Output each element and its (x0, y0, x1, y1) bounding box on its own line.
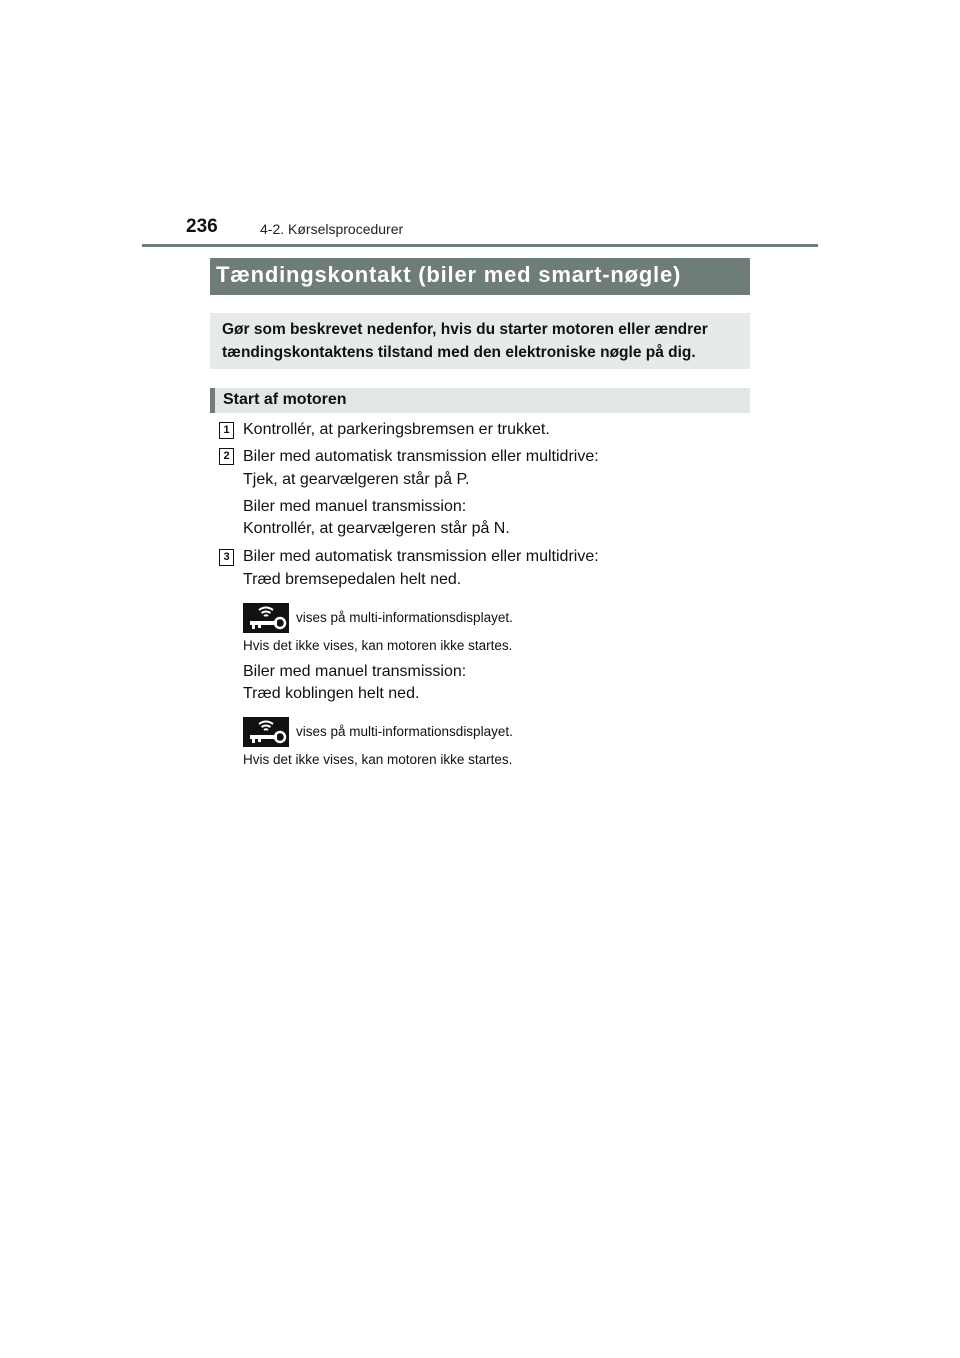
step-number-2: 2 (219, 448, 234, 465)
subsection-accent (210, 388, 215, 413)
step-number-1: 1 (219, 422, 234, 439)
step-3-manual-line-2: Træd koblingen helt ned. (243, 685, 420, 702)
step-2-line-4: Kontrollér, at gearvælgeren står på N. (243, 520, 510, 537)
indicator-1-text: vises på multi-informationsdisplayet. (296, 610, 513, 625)
page-number: 236 (186, 216, 218, 237)
title-bar (210, 258, 750, 295)
subsection-title: Start af motoren (223, 391, 347, 408)
step-3-manual-line-1: Biler med manuel transmission: (243, 663, 467, 680)
key-system-indicator-icon (243, 603, 289, 633)
step-2-line-1: Biler med automatisk transmission eller multidrive: (243, 448, 599, 465)
subsection-header (210, 388, 750, 413)
indicator-2-note: Hvis det ikke vises, kan motoren ikke startes. (243, 752, 513, 767)
intro-box (210, 313, 750, 369)
step-1-line-1: Kontrollér, at parkeringsbremsen er trukket. (243, 421, 550, 438)
intro-text: Gør som beskrevet nedenfor, hvis du starter motoren eller ændrer tændingskontaktens tilstand med den elektroniske nøgle på dig. (222, 321, 708, 361)
step-3-line-2: Træd bremsepedalen helt ned. (243, 571, 462, 588)
step-3-line-1: Biler med automatisk transmission eller multidrive: (243, 548, 599, 565)
step-2-line-2: Tjek, at gearvælgeren står på P. (243, 471, 470, 488)
header-divider (142, 244, 818, 247)
key-system-indicator-icon (243, 717, 289, 747)
indicator-2-text: vises på multi-informationsdisplayet. (296, 724, 513, 739)
step-2-line-3: Biler med manuel transmission: (243, 498, 467, 515)
page-title: Tændingskontakt (biler med smart-nøgle) (216, 262, 682, 287)
step-number-3: 3 (219, 549, 234, 566)
indicator-1-note: Hvis det ikke vises, kan motoren ikke startes. (243, 638, 513, 653)
section-label: 4-2. Kørselsprocedurer (260, 221, 404, 237)
